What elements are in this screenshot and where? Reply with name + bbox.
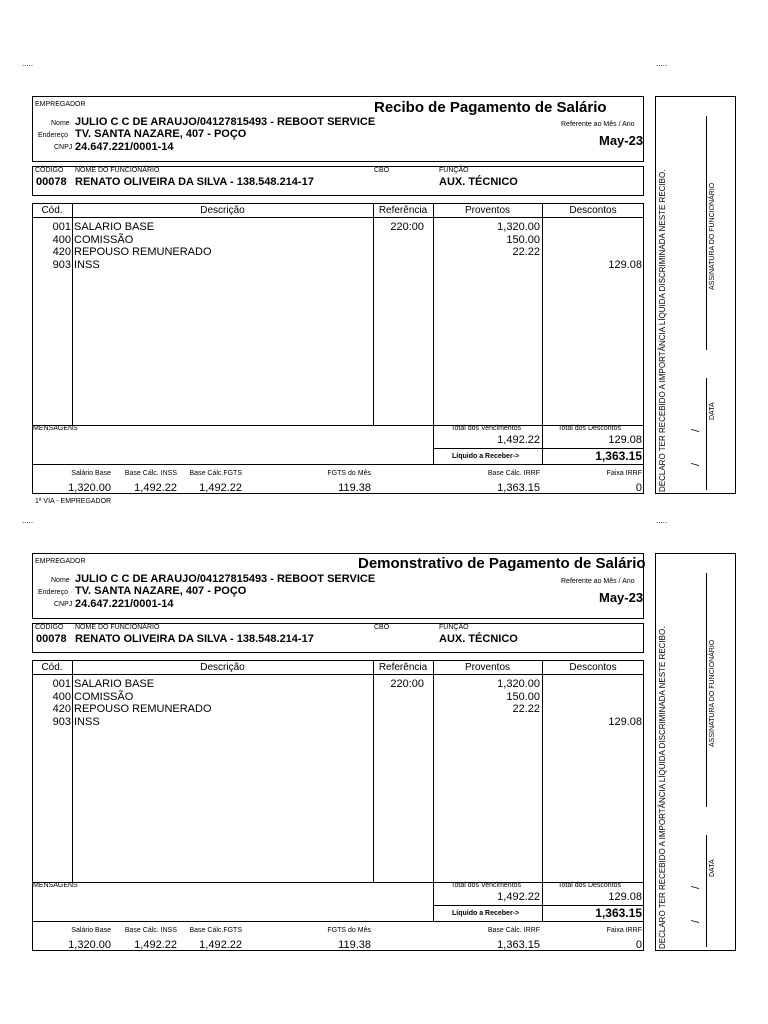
employee-function: AUX. TÉCNICO [439, 176, 518, 188]
employee-name: RENATO OLIVEIRA DA SILVA - 138.548.214-17 [75, 176, 314, 188]
messages-label: MENSAGENS [33, 425, 78, 432]
item-earnings: 1,320.00 [497, 678, 540, 690]
employee-name-label: NOME DO FUNCIONÁRIO [75, 624, 160, 631]
employer-name: JULIO C C DE ARAUJO/04127815493 - REBOOT SERVICE [75, 116, 376, 128]
item-reference: 220:00 [390, 221, 424, 233]
function-label: FUNÇÃO [439, 167, 469, 174]
footer-label: Base Cálc. INSS [124, 927, 177, 934]
item-code: 903 [52, 258, 71, 271]
date-label: DATA [709, 402, 716, 420]
cnpj-label: CNPJ [54, 144, 73, 151]
col-header-description: Descrição [200, 205, 245, 216]
total-earnings-label: Total dos Vencimentos [451, 425, 522, 432]
signature-label: ASSINATURA DO FUNCIONÁRIO [709, 639, 716, 747]
name-label: Nome [51, 120, 70, 127]
table-body-divider [32, 882, 644, 883]
table-header-divider [32, 217, 644, 218]
net-pay-value: 1,363.15 [595, 906, 642, 920]
messages-label: MENSAGENS [33, 882, 78, 889]
item-earnings: 22.22 [512, 246, 540, 258]
item-description: COMISSÃO [74, 233, 134, 246]
code-label: CÓDIGO [35, 167, 64, 174]
cut-mark: ..... [656, 516, 668, 525]
footer-label: Base Cálc.FGTS [189, 927, 242, 934]
cnpj-value: 24.647.221/0001-14 [75, 141, 174, 153]
fgts-base-value: 1,492.22 [199, 482, 242, 494]
cbo-label: CBO [374, 167, 390, 174]
payslip-receipt [0, 0, 768, 505]
footer-label: Salário Base [71, 470, 111, 477]
item-earnings: 1,320.00 [497, 221, 540, 233]
employer-label: EMPREGADOR [35, 558, 86, 565]
item-earnings: 150.00 [506, 690, 540, 703]
fgts-month-value: 119.38 [338, 939, 371, 951]
item-deductions: 129.08 [608, 258, 642, 271]
item-deductions: 129.08 [608, 715, 642, 728]
date-slash: / [690, 885, 702, 889]
cut-mark: ..... [656, 59, 668, 68]
declaration-text: DECLARO TER RECEBIDO A IMPORTÂNCIA LÍQUIDA DISCRIMINADA NESTE RECIBO. [658, 626, 667, 949]
col-header-deductions: Descontos [569, 205, 617, 216]
irrf-base-value: 1,363.15 [497, 939, 540, 951]
item-code: 400 [52, 233, 71, 246]
footer-label: FGTS do Mês [327, 927, 371, 934]
item-description: SALARIO BASE [74, 221, 155, 233]
total-deductions-label: Total dos Descontos [558, 425, 622, 432]
date-slash: / [690, 919, 702, 923]
signature-line [706, 116, 707, 350]
cut-mark: ..... [22, 59, 34, 68]
table-body-divider [32, 425, 644, 426]
cbo-label: CBO [374, 624, 390, 631]
document-title: Demonstrativo de Pagamento de Salário [358, 555, 646, 572]
net-pay-value: 1,363.15 [595, 449, 642, 463]
col-divider [72, 660, 73, 882]
col-divider [72, 203, 73, 425]
address-label: Endereço [38, 132, 68, 139]
footer-label: Base Cálc. IRRF [487, 470, 540, 477]
footer-label: Base Cálc. IRRF [487, 927, 540, 934]
employee-code: 00078 [36, 633, 67, 645]
signature-label: ASSINATURA DO FUNCIONÁRIO [709, 182, 716, 290]
cnpj-label: CNPJ [54, 601, 73, 608]
address-label: Endereço [38, 589, 68, 596]
copy-label: 1ª VIA - EMPREGADOR [35, 498, 112, 505]
total-deductions-label: Total dos Descontos [558, 882, 622, 889]
employer-name: JULIO C C DE ARAUJO/04127815493 - REBOOT SERVICE [75, 573, 376, 585]
col-header-description: Descrição [200, 662, 245, 673]
reference-period: May-23 [599, 590, 644, 605]
item-code: 400 [52, 690, 71, 703]
item-description: REPOUSO REMUNERADO [74, 246, 212, 258]
total-earnings-label: Total dos Vencimentos [451, 882, 522, 889]
footer-label: Base Cálc. INSS [124, 470, 177, 477]
item-earnings: 150.00 [506, 233, 540, 246]
item-description: COMISSÃO [74, 690, 134, 703]
fgts-base-value: 1,492.22 [199, 939, 242, 951]
declaration-text: DECLARO TER RECEBIDO A IMPORTÂNCIA LÍQUIDA DISCRIMINADA NESTE RECIBO. [658, 169, 667, 492]
item-code: 903 [52, 715, 71, 728]
cnpj-value: 24.647.221/0001-14 [75, 598, 174, 610]
col-header-reference: Referência [378, 662, 428, 673]
employee-code: 00078 [36, 176, 67, 188]
employer-address: TV. SANTA NAZARE, 407 - POÇO [75, 585, 247, 597]
signature-line [706, 573, 707, 807]
col-divider [373, 203, 374, 425]
item-code: 001 [52, 221, 71, 233]
name-label: Nome [51, 577, 70, 584]
footer-divider [32, 921, 644, 922]
function-label: FUNÇÃO [439, 624, 469, 631]
col-header-earnings: Proventos [464, 662, 511, 673]
total-earnings-value: 1,492.22 [497, 434, 540, 446]
item-reference: 220:00 [390, 678, 424, 690]
reference-label: Referente ao Mês / Ano [561, 121, 635, 128]
col-header-code: Cód. [41, 205, 63, 216]
reference-label: Referente ao Mês / Ano [561, 578, 635, 585]
item-description: INSS [74, 715, 100, 728]
item-description: SALARIO BASE [74, 678, 155, 690]
base-salary-value: 1,320.00 [68, 482, 111, 494]
item-code: 420 [52, 703, 71, 715]
table-header-divider [32, 674, 644, 675]
employee-function: AUX. TÉCNICO [439, 633, 518, 645]
col-header-code: Cód. [41, 662, 63, 673]
footer-label: Base Cálc.FGTS [189, 470, 242, 477]
inss-base-value: 1,492.22 [134, 482, 177, 494]
col-divider [373, 660, 374, 882]
item-description: INSS [74, 258, 100, 271]
payslip-statement [0, 457, 768, 951]
declaration-box [655, 96, 736, 494]
total-deductions-value: 129.08 [608, 434, 642, 446]
footer-label: FGTS do Mês [327, 470, 371, 477]
item-description: REPOUSO REMUNERADO [74, 703, 212, 715]
date-line [706, 835, 707, 947]
col-header-reference: Referência [378, 205, 428, 216]
document-title: Recibo de Pagamento de Salário [374, 99, 607, 116]
irrf-bracket-value: 0 [635, 482, 642, 494]
footer-label: Salário Base [71, 927, 111, 934]
item-code: 001 [52, 678, 71, 690]
date-label: DATA [709, 859, 716, 877]
cut-mark: ..... [22, 516, 34, 525]
col-header-deductions: Descontos [569, 662, 617, 673]
net-pay-label: Líquido a Receber-> [452, 453, 520, 460]
total-earnings-value: 1,492.22 [497, 891, 540, 903]
employee-name: RENATO OLIVEIRA DA SILVA - 138.548.214-17 [75, 633, 314, 645]
footer-label: Faixa IRRF [606, 470, 642, 477]
inss-base-value: 1,492.22 [134, 939, 177, 951]
item-earnings: 22.22 [512, 703, 540, 715]
footer-label: Faixa IRRF [606, 927, 642, 934]
net-pay-label: Líquido a Receber-> [452, 910, 520, 917]
irrf-base-value: 1,363.15 [497, 482, 540, 494]
employee-name-label: NOME DO FUNCIONÁRIO [75, 167, 160, 174]
date-slash: / [690, 462, 702, 466]
employer-address: TV. SANTA NAZARE, 407 - POÇO [75, 128, 247, 140]
employer-label: EMPREGADOR [35, 101, 86, 108]
declaration-box [655, 553, 736, 951]
total-deductions-value: 129.08 [608, 891, 642, 903]
irrf-bracket-value: 0 [635, 939, 642, 951]
fgts-month-value: 119.38 [338, 482, 371, 494]
item-code: 420 [52, 246, 71, 258]
col-header-earnings: Proventos [464, 205, 511, 216]
base-salary-value: 1,320.00 [68, 939, 111, 951]
date-slash: / [690, 428, 702, 432]
code-label: CÓDIGO [35, 624, 64, 631]
reference-period: May-23 [599, 133, 644, 148]
